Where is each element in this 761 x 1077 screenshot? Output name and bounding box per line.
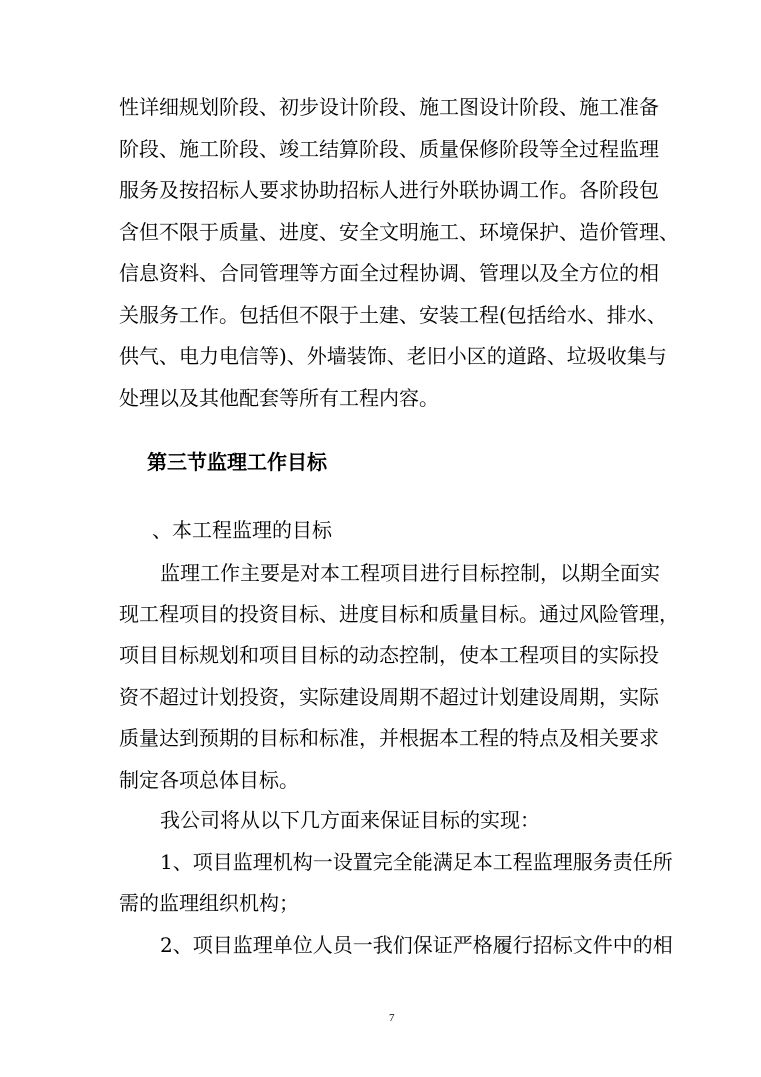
body-line: 含但不限于质量、进度、安全文明施工、环境保护、造价管理、 [119, 220, 679, 244]
list-item-continuation: 需的监理组织机构； [119, 891, 299, 915]
list-item: 2、项目监理单位人员一我们保证严格履行招标文件中的相 [160, 933, 673, 957]
section-heading: 第三节监理工作目标 [147, 450, 327, 474]
list-item: 1、项目监理机构一设置完全能满足本工程监理服务责任所 [160, 850, 673, 874]
body-line: 性详细规划阶段、初步设计阶段、施工图设计阶段、施工准备 [119, 95, 659, 119]
body-line: 质量达到预期的目标和标准，并根据本工程的特点及相关要求 [119, 726, 659, 750]
body-line: 处理以及其他配套等所有工程内容。 [119, 386, 439, 410]
body-line: 信息资料、合同管理等方面全过程协调、管理以及全方位的相 [119, 261, 659, 285]
body-line: 资不超过计划投资，实际建设周期不超过计划建设周期，实际 [119, 685, 659, 709]
body-line: 我公司将从以下几方面来保证目标的实现： [160, 808, 540, 832]
body-line: 制定各项总体目标。 [119, 768, 299, 792]
page-number: 7 [389, 1012, 395, 1024]
subheading: 、本工程监理的目标 [152, 518, 332, 542]
body-line: 项目目标规划和项目目标的动态控制，使本工程项目的实际投 [119, 643, 659, 667]
body-line: 阶段、施工阶段、竣工结算阶段、质量保修阶段等全过程监理 [119, 137, 659, 161]
body-line: 现工程项目的投资目标、进度目标和质量目标。通过风险管理， [119, 602, 679, 626]
body-line: 监理工作主要是对本工程项目进行目标控制，以期全面实 [160, 561, 660, 585]
body-line: 服务及按招标人要求协助招标人进行外联协调工作。各阶段包 [119, 178, 659, 202]
body-line: 关服务工作。包括但不限于土建、安装工程(包括给水、排水、 [119, 303, 667, 327]
body-line: 供气、电力电信等)、外墙装饰、老旧小区的道路、垃圾收集与 [119, 344, 667, 368]
